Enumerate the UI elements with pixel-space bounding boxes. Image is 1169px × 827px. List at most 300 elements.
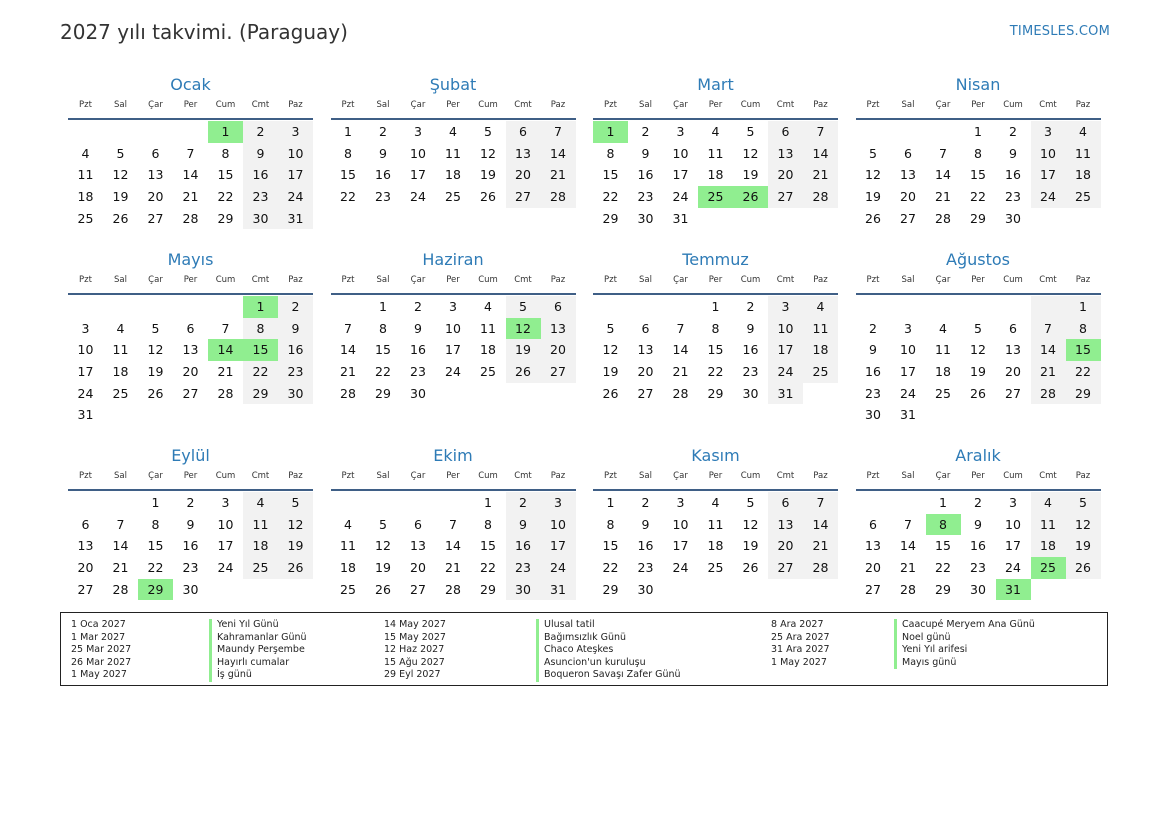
day-cell: 2 xyxy=(641,495,650,510)
day-cell: 11 xyxy=(480,320,496,336)
day-cell: 22 xyxy=(217,189,234,205)
day-cell: 7 xyxy=(541,121,576,143)
day-cell: 31 xyxy=(768,383,803,405)
weekday-label: Cum xyxy=(740,275,761,285)
day-cell: 1 xyxy=(208,121,243,143)
day-cell: 16 xyxy=(637,167,654,183)
weekday-header xyxy=(856,100,1101,116)
day-cell: 9 xyxy=(186,516,195,532)
day-cell: 22 xyxy=(935,560,951,576)
weekday-label: Paz xyxy=(288,275,303,285)
empty-cell xyxy=(243,579,278,601)
day-cell: 28 xyxy=(541,186,576,208)
day-cell: 4 xyxy=(449,124,457,139)
day-cell: 10 xyxy=(768,318,803,340)
day-cell: 27 xyxy=(637,385,654,401)
day-cell: 17 xyxy=(445,342,461,358)
day-cell: 30 xyxy=(278,383,313,405)
week-row xyxy=(593,296,838,318)
day-cell: 12 xyxy=(506,318,541,340)
week-row xyxy=(68,557,313,579)
day-cell: 21 xyxy=(935,189,951,205)
week-row xyxy=(68,404,313,426)
day-cell: 30 xyxy=(410,385,426,401)
day-cell: 25 xyxy=(243,557,278,579)
header-rule xyxy=(856,489,1101,491)
day-cell: 19 xyxy=(602,364,619,380)
legend-date: 12 Haz 2027 xyxy=(384,644,445,656)
day-cell: 29 xyxy=(480,581,496,597)
day-cell: 19 xyxy=(375,560,391,576)
day-cell: 4 xyxy=(484,299,492,314)
day-cell: 26 xyxy=(602,385,619,401)
weekday-label: Sal xyxy=(639,275,652,285)
day-cell: 13 xyxy=(541,318,576,340)
week-row xyxy=(593,492,838,514)
week-row xyxy=(331,361,576,383)
day-grid xyxy=(331,492,576,600)
day-cell: 14 xyxy=(340,342,356,358)
day-cell: 2 xyxy=(379,124,387,139)
day-cell: 28 xyxy=(1031,383,1066,405)
empty-cell xyxy=(593,296,628,318)
day-cell: 23 xyxy=(637,189,654,205)
legend-holiday-name: Caacupé Meryem Ana Günü xyxy=(894,619,1035,632)
day-cell: 24 xyxy=(768,361,803,383)
legend-date: 1 Mar 2027 xyxy=(71,631,126,643)
day-cell: 16 xyxy=(865,364,881,380)
day-cell: 26 xyxy=(112,210,129,226)
day-cell: 27 xyxy=(865,581,881,597)
day-cell: 25 xyxy=(112,385,129,401)
week-row xyxy=(593,535,838,557)
day-cell: 22 xyxy=(602,560,619,576)
week-row xyxy=(68,535,313,557)
day-cell: 6 xyxy=(151,145,160,161)
month-6 xyxy=(331,249,576,404)
day-cell: 30 xyxy=(182,581,199,597)
day-cell: 13 xyxy=(506,143,541,165)
day-cell: 6 xyxy=(768,492,803,514)
day-cell: 5 xyxy=(151,320,160,336)
day-cell: 5 xyxy=(278,492,313,514)
weekday-label: Cmt xyxy=(251,275,270,285)
weekday-label: Per xyxy=(708,471,723,481)
weekday-header xyxy=(593,100,838,116)
day-cell: 21 xyxy=(182,189,199,205)
weekday-label: Çar xyxy=(673,100,688,110)
day-cell: 30 xyxy=(243,208,278,230)
day-cell: 4 xyxy=(116,320,125,336)
day-cell: 29 xyxy=(138,579,173,601)
day-cell: 7 xyxy=(221,320,230,336)
day-cell: 22 xyxy=(707,364,724,380)
day-cell: 14 xyxy=(541,143,576,165)
day-grid xyxy=(593,492,838,600)
day-cell: 14 xyxy=(182,167,199,183)
empty-cell xyxy=(856,296,891,318)
day-cell: 19 xyxy=(970,364,986,380)
day-cell: 19 xyxy=(742,167,759,183)
weekday-label: Sal xyxy=(376,471,390,481)
empty-cell xyxy=(1066,208,1101,230)
empty-cell xyxy=(856,492,891,514)
day-cell: 31 xyxy=(541,579,576,601)
day-cell: 25 xyxy=(935,385,951,401)
day-cell: 25 xyxy=(340,581,356,597)
day-cell: 25 xyxy=(77,210,94,226)
week-row xyxy=(856,318,1101,340)
day-cell: 7 xyxy=(904,516,912,532)
day-cell: 13 xyxy=(865,538,881,554)
day-cell: 15 xyxy=(707,342,724,358)
legend-date: 15 May 2027 xyxy=(384,631,446,643)
weekday-label: Çar xyxy=(935,471,951,481)
day-cell: 21 xyxy=(217,364,234,380)
day-cell: 28 xyxy=(445,581,461,597)
day-cell: 22 xyxy=(340,189,356,205)
day-cell: 24 xyxy=(900,385,916,401)
weekday-label: Sal xyxy=(639,100,652,110)
day-cell: 16 xyxy=(742,342,759,358)
month-name: Kasım xyxy=(691,446,740,465)
weekday-label: Per xyxy=(183,471,198,481)
weekday-label: Cum xyxy=(1003,471,1023,481)
weekday-header xyxy=(331,471,576,487)
day-cell: 26 xyxy=(742,560,759,576)
empty-cell xyxy=(1031,208,1066,230)
day-cell: 12 xyxy=(112,167,129,183)
day-cell: 29 xyxy=(602,581,619,597)
weekday-label: Paz xyxy=(813,100,828,110)
empty-cell xyxy=(436,383,471,405)
day-cell: 12 xyxy=(375,538,391,554)
legend-holiday-name: Hayırlı cumalar xyxy=(209,657,307,670)
day-cell: 16 xyxy=(506,535,541,557)
day-cell: 25 xyxy=(1066,186,1101,208)
week-row xyxy=(856,339,1101,361)
header-rule xyxy=(68,489,313,491)
day-cell: 18 xyxy=(480,342,496,358)
day-cell: 17 xyxy=(1031,164,1066,186)
weekday-label: Per xyxy=(183,275,198,285)
day-cell: 27 xyxy=(506,186,541,208)
empty-cell xyxy=(173,296,208,318)
day-cell: 9 xyxy=(641,516,650,532)
day-cell: 28 xyxy=(803,186,838,208)
day-cell: 15 xyxy=(375,342,391,358)
day-cell: 3 xyxy=(676,495,685,510)
header-rule xyxy=(856,293,1101,295)
weekday-label: Cmt xyxy=(776,100,795,110)
day-cell: 23 xyxy=(506,557,541,579)
weekday-label: Per xyxy=(708,100,723,110)
month-2 xyxy=(331,74,576,208)
weekday-label: Cum xyxy=(478,275,498,285)
day-cell: 26 xyxy=(865,210,881,226)
day-cell: 27 xyxy=(182,385,199,401)
day-cell: 2 xyxy=(869,320,877,336)
week-row xyxy=(68,514,313,536)
empty-cell xyxy=(471,383,506,405)
day-cell: 5 xyxy=(484,124,492,139)
day-grid xyxy=(68,121,313,229)
day-cell: 14 xyxy=(803,143,838,165)
empty-cell xyxy=(173,121,208,143)
month-4 xyxy=(856,74,1101,229)
day-cell: 14 xyxy=(672,342,689,358)
empty-cell xyxy=(1031,296,1066,318)
week-row xyxy=(331,535,576,557)
empty-cell xyxy=(1031,579,1066,601)
weekday-label: Çar xyxy=(148,471,163,481)
week-row xyxy=(856,579,1101,601)
day-cell: 29 xyxy=(243,383,278,405)
legend-dates-3 xyxy=(771,619,830,669)
day-cell: 11 xyxy=(935,342,951,358)
day-cell: 1 xyxy=(939,495,947,510)
day-cell: 23 xyxy=(637,560,654,576)
empty-cell xyxy=(891,296,926,318)
day-cell: 17 xyxy=(672,167,689,183)
legend-holiday-name: Yeni Yıl Günü xyxy=(209,619,307,632)
weekday-label: Sal xyxy=(376,100,390,110)
weekday-label: Sal xyxy=(114,275,127,285)
empty-cell xyxy=(663,579,698,601)
weekday-header xyxy=(68,100,313,116)
empty-cell xyxy=(506,383,541,405)
weekday-label: Çar xyxy=(148,100,163,110)
week-row xyxy=(856,383,1101,405)
month-10 xyxy=(331,445,576,600)
day-cell: 14 xyxy=(935,167,951,183)
day-cell: 18 xyxy=(112,364,129,380)
day-cell: 22 xyxy=(375,364,391,380)
day-cell: 15 xyxy=(480,538,496,554)
day-cell: 26 xyxy=(733,186,768,208)
weekday-label: Per xyxy=(708,275,723,285)
day-cell: 25 xyxy=(445,189,461,205)
empty-cell xyxy=(138,404,173,426)
day-cell: 22 xyxy=(970,189,986,205)
weekday-header xyxy=(331,275,576,291)
day-cell: 24 xyxy=(672,189,689,205)
legend-holiday-name: Yeni Yıl arifesi xyxy=(894,644,1035,657)
day-cell: 3 xyxy=(904,320,912,336)
empty-cell xyxy=(436,492,471,514)
week-row xyxy=(68,318,313,340)
day-cell: 9 xyxy=(746,320,755,336)
empty-cell xyxy=(961,404,996,426)
day-cell: 8 xyxy=(484,516,492,532)
day-cell: 22 xyxy=(147,560,164,576)
day-cell: 21 xyxy=(340,364,356,380)
day-cell: 15 xyxy=(147,538,164,554)
day-cell: 11 xyxy=(1066,143,1101,165)
weekday-label: Cum xyxy=(740,100,761,110)
day-cell: 23 xyxy=(970,560,986,576)
weekday-label: Çar xyxy=(148,275,163,285)
day-cell: 24 xyxy=(278,186,313,208)
month-name: Haziran xyxy=(422,250,484,269)
day-grid xyxy=(68,492,313,600)
week-row xyxy=(331,143,576,165)
day-cell: 20 xyxy=(637,364,654,380)
day-cell: 28 xyxy=(340,385,356,401)
week-row xyxy=(856,535,1101,557)
day-grid xyxy=(593,121,838,229)
day-cell: 19 xyxy=(480,167,496,183)
week-row xyxy=(68,186,313,208)
day-cell: 22 xyxy=(243,361,278,383)
weekday-label: Pzt xyxy=(604,471,617,481)
weekday-header xyxy=(593,471,838,487)
day-cell: 18 xyxy=(77,189,94,205)
day-cell: 6 xyxy=(186,320,195,336)
day-cell: 1 xyxy=(151,495,160,510)
month-name: Nisan xyxy=(955,75,1001,94)
day-cell: 12 xyxy=(1066,514,1101,536)
empty-cell xyxy=(803,383,838,405)
day-cell: 8 xyxy=(926,514,961,536)
day-cell: 2 xyxy=(506,492,541,514)
empty-cell xyxy=(103,121,138,143)
day-cell: 14 xyxy=(445,538,461,554)
weekday-label: Paz xyxy=(288,471,303,481)
week-row xyxy=(331,186,576,208)
day-cell: 15 xyxy=(935,538,951,554)
day-cell: 18 xyxy=(340,560,356,576)
day-cell: 2 xyxy=(243,121,278,143)
day-cell: 30 xyxy=(742,385,759,401)
day-cell: 11 xyxy=(1031,514,1066,536)
week-row xyxy=(856,121,1101,143)
legend-date: 15 Ağu 2027 xyxy=(384,656,445,668)
empty-cell xyxy=(68,121,103,143)
day-cell: 16 xyxy=(1005,167,1021,183)
empty-cell xyxy=(103,296,138,318)
day-cell: 20 xyxy=(1005,364,1021,380)
day-cell: 7 xyxy=(344,320,352,336)
weekday-label: Per xyxy=(183,100,198,110)
weekday-label: Pzt xyxy=(866,275,880,285)
day-cell: 29 xyxy=(602,210,619,226)
day-cell: 30 xyxy=(506,579,541,601)
empty-cell xyxy=(891,492,926,514)
day-cell: 29 xyxy=(707,385,724,401)
day-cell: 17 xyxy=(1005,538,1021,554)
week-row xyxy=(856,557,1101,579)
weekday-label: Paz xyxy=(288,100,303,110)
day-cell: 30 xyxy=(970,581,986,597)
week-row xyxy=(331,514,576,536)
day-cell: 13 xyxy=(768,143,803,165)
header-rule xyxy=(331,293,576,295)
day-cell: 24 xyxy=(410,189,426,205)
legend-date: 14 May 2027 xyxy=(384,619,446,630)
header-rule xyxy=(593,293,838,295)
month-9 xyxy=(68,445,313,600)
site-link[interactable]: TIMESLES.COM xyxy=(1009,24,1110,39)
day-cell: 5 xyxy=(746,124,755,139)
day-cell: 27 xyxy=(147,210,164,226)
day-cell: 18 xyxy=(243,535,278,557)
day-cell: 28 xyxy=(217,385,234,401)
day-cell: 21 xyxy=(803,535,838,557)
day-cell: 10 xyxy=(672,145,689,161)
day-cell: 21 xyxy=(803,164,838,186)
day-cell: 19 xyxy=(865,189,881,205)
empty-cell xyxy=(103,404,138,426)
day-cell: 23 xyxy=(742,364,759,380)
day-cell: 26 xyxy=(480,189,496,205)
day-cell: 16 xyxy=(182,538,199,554)
day-cell: 10 xyxy=(1031,143,1066,165)
day-cell: 29 xyxy=(1066,383,1101,405)
day-cell: 25 xyxy=(1031,557,1066,579)
month-5 xyxy=(68,249,313,426)
weekday-label: Cmt xyxy=(251,471,270,481)
week-row xyxy=(68,361,313,383)
weekday-label: Paz xyxy=(1075,100,1091,110)
day-cell: 27 xyxy=(768,186,803,208)
weekday-label: Per xyxy=(446,275,460,285)
header-rule xyxy=(856,118,1101,120)
day-grid xyxy=(856,121,1101,229)
legend-holiday-name: Kahramanlar Günü xyxy=(209,632,307,645)
day-cell: 14 xyxy=(1031,339,1066,361)
legend-holiday-name: Noel günü xyxy=(894,632,1035,645)
day-cell: 9 xyxy=(414,320,422,336)
header-rule xyxy=(68,293,313,295)
legend-date: 25 Ara 2027 xyxy=(771,631,830,643)
day-cell: 11 xyxy=(340,538,356,554)
legend-names-1 xyxy=(209,619,307,682)
day-cell: 13 xyxy=(147,167,164,183)
day-cell: 2 xyxy=(414,299,422,314)
day-cell: 6 xyxy=(506,121,541,143)
day-cell: 8 xyxy=(221,145,230,161)
week-row xyxy=(593,514,838,536)
day-cell: 15 xyxy=(602,538,619,554)
day-cell: 27 xyxy=(768,557,803,579)
day-cell: 26 xyxy=(278,557,313,579)
legend-date: 31 Ara 2027 xyxy=(771,644,830,656)
week-row xyxy=(593,579,838,601)
day-cell: 7 xyxy=(939,145,947,161)
month-name: Eylül xyxy=(171,446,210,465)
weekday-label: Paz xyxy=(813,275,828,285)
day-cell: 4 xyxy=(243,492,278,514)
month-name: Ekim xyxy=(433,446,473,465)
day-cell: 31 xyxy=(77,407,94,423)
week-row xyxy=(856,164,1101,186)
day-cell: 30 xyxy=(637,581,654,597)
day-cell: 26 xyxy=(375,581,391,597)
day-cell: 6 xyxy=(1009,320,1017,336)
day-cell: 11 xyxy=(707,145,724,161)
legend-dates-1 xyxy=(71,619,131,682)
day-cell: 17 xyxy=(217,538,234,554)
day-cell: 7 xyxy=(449,516,457,532)
empty-cell xyxy=(278,404,313,426)
legend-dates-2 xyxy=(384,619,446,682)
weekday-label: Paz xyxy=(813,471,828,481)
day-cell: 21 xyxy=(1031,361,1066,383)
legend-holiday-name: Bağımsızlık Günü xyxy=(536,632,681,645)
day-cell: 18 xyxy=(1066,164,1101,186)
page-title: 2027 yılı takvimi. (Paraguay) xyxy=(60,20,348,44)
